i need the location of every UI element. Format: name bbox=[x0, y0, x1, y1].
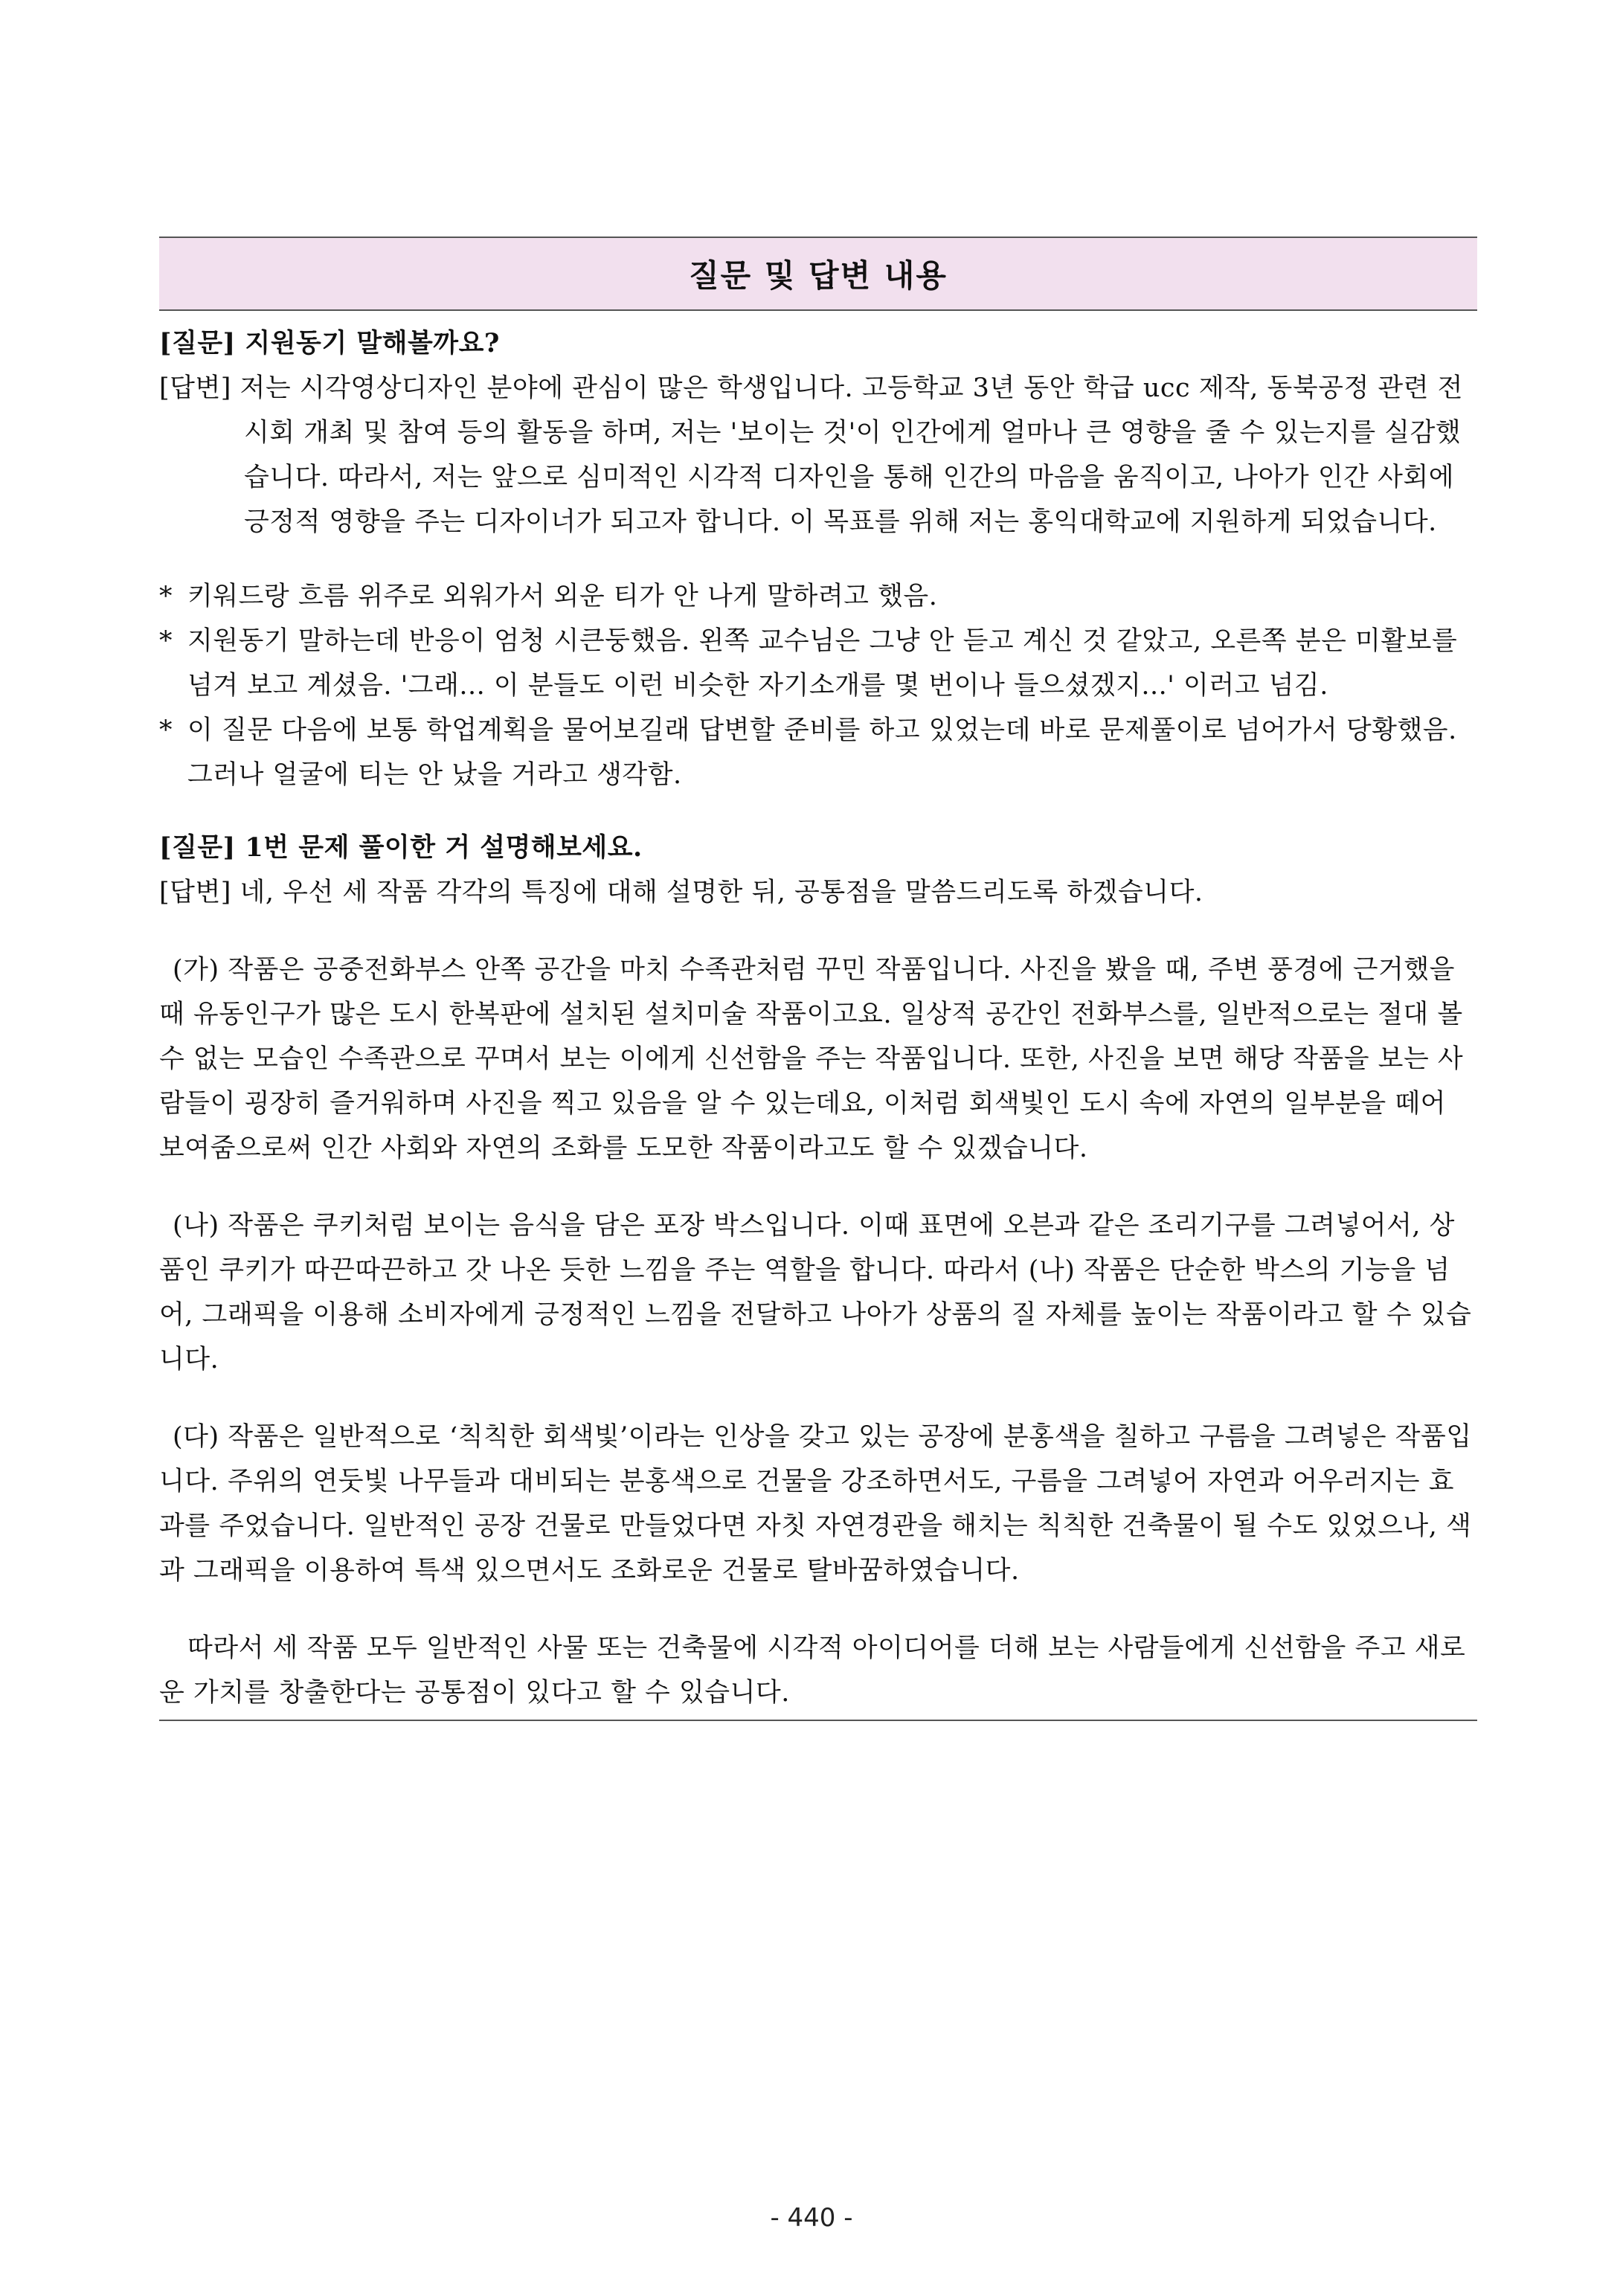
answer-paragraph: (다) 작품은 일반적으로 ‘칙칙한 회색빛’이라는 인상을 갖고 있는 공장에 분홍색을 칠하고 구름을 그려넣은 작품입니다. 주위의 연둣빛 나무들과 대비되는 분홍색으로 건물을 강조하면서도, 구름을 그려넣어 자연과 어우러지는 효과를 주었습니다. 일반적인 공장 건물로 만들었다면 자칫 자연경관을 해치는 칙칙한 건축물이 될 수도 있었으나, 색과 그래픽을 이용하여 특색 있으면서도 조화로운 건물로 탈바꿈하였습니다. bbox=[159, 1422, 1472, 1586]
note-item bbox=[159, 708, 1477, 797]
answer-1: [답변] 저는 시각영상디자인 분야에 관심이 많은 학생입니다. 고등학교 3년 동안 학급 ucc 제작, 동북공정 관련 전시회 개최 및 참여 등의 활동을 하며, 저는 '보이는 것'이 인간에게 얼마나 큰 영향을 줄 수 있는지를 실감했습니다. 따라서, 저는 앞으로 심미적인 시각적 디자인을 통해 인간의 마음을 움직이고, 나아가 인간 사회에 긍정적 영향을 주는 디자이너가 되고자 합니다. 이 목표를 위해 저는 홍익대학교에 지원하게 되었습니다. bbox=[159, 373, 1463, 537]
section-header bbox=[159, 237, 1477, 311]
note-item bbox=[159, 574, 1477, 619]
section-title: 질문 및 답변 내용 bbox=[689, 257, 948, 294]
note-text: 키워드랑 흐름 위주로 외워가서 외운 티가 안 나게 말하려고 했음. bbox=[187, 582, 938, 611]
bottom-divider bbox=[159, 1720, 1477, 1721]
note-item bbox=[159, 619, 1477, 708]
notes-list bbox=[159, 574, 1477, 797]
question-2: [질문] 1번 문제 풀이한 거 설명해보세요. bbox=[159, 832, 643, 863]
document-body bbox=[159, 237, 1477, 1721]
note-text: 이 질문 다음에 보통 학업계획을 물어보길래 답변할 준비를 하고 있었는데 바로 문제풀이로 넘어가서 당황했음. 그러나 얼굴에 티는 안 났을 거라고 생각함. bbox=[187, 716, 1457, 790]
asterisk-bullet: * bbox=[159, 626, 173, 656]
note-text: 지원동기 말하는데 반응이 엄청 시큰둥했음. 왼쪽 교수님은 그냥 안 듣고 계신 것 같았고, 오른쪽 분은 미활보를 넘겨 보고 계셨음. '그래... 이 분들도 이런 비슷한 자기소개를 몇 번이나 들으셨겠지...' 이러고 넘김. bbox=[187, 626, 1458, 701]
answer-paragraph: (가) 작품은 공중전화부스 안쪽 공간을 마치 수족관처럼 꾸민 작품입니다. 사진을 봤을 때, 주변 풍경에 근거했을 때 유동인구가 많은 도시 한복판에 설치된 설치미술 작품이고요. 일상적 공간인 전화부스를, 일반적으로는 절대 볼 수 없는 모습인 수족관으로 꾸며서 보는 이에게 신선함을 주는 작품입니다. 또한, 사진을 보면 해당 작품을 보는 사람들이 굉장히 즐거워하며 사진을 찍고 있음을 알 수 있는데요, 이처럼 회색빛인 도시 속에 자연의 일부분을 떼어 보여줌으로써 인간 사회와 자연의 조화를 도모한 작품이라고도 할 수 있겠습니다. bbox=[159, 955, 1464, 1163]
answer-2: [답변] 네, 우선 세 작품 각각의 특징에 대해 설명한 뒤, 공통점을 말씀드리도록 하겠습니다. bbox=[159, 878, 1203, 907]
qa-content bbox=[159, 321, 1477, 1715]
answer-paragraph: 따라서 세 작품 모두 일반적인 사물 또는 건축물에 시각적 아이디어를 더해 보는 사람들에게 신선함을 주고 새로운 가치를 창출한다는 공통점이 있다고 할 수 있습니다. bbox=[159, 1633, 1466, 1708]
question-1: [질문] 지원동기 말해볼까요? bbox=[159, 328, 500, 358]
asterisk-bullet: * bbox=[159, 582, 173, 611]
page-number: - 440 - bbox=[770, 2203, 853, 2233]
answer-paragraph: (나) 작품은 쿠키처럼 보이는 음식을 담은 포장 박스입니다. 이때 표면에 오븐과 같은 조리기구를 그려넣어서, 상품인 쿠키가 따끈따끈하고 갓 나온 듯한 느낌을 주는 역할을 합니다. 따라서 (나) 작품은 단순한 박스의 기능을 넘어, 그래픽을 이용해 소비자에게 긍정적인 느낌을 전달하고 나아가 상품의 질 자체를 높이는 작품이라고 할 수 있습니다. bbox=[159, 1211, 1472, 1374]
asterisk-bullet: * bbox=[159, 716, 173, 745]
